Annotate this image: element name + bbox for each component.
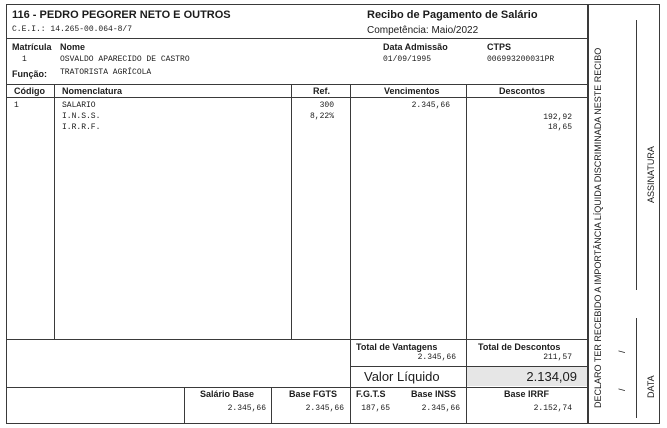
base-irrf-value: 2.152,74 [533,404,572,413]
col-descontos-header: Descontos [499,86,546,96]
company-name: 116 - PEDRO PEGORER NETO E OUTROS [12,9,231,21]
base-irrf-label: Base IRRF [504,389,550,399]
row-1-codigo: 1 [14,101,19,110]
row-1-ref: 300 [319,101,334,110]
ctps-value: 006993200031PR [487,55,555,64]
table-header-divider [6,97,588,98]
receipt-competencia: Competência: Maio/2022 [367,25,479,36]
matricula-value: 1 [22,55,27,64]
valor-liquido-value: 2.134,09 [526,369,577,384]
col-codigo-header: Código [14,86,45,96]
col-line-2 [291,84,292,339]
row-3-desc: 18,65 [547,123,572,132]
total-descontos-label: Total de Descontos [478,342,561,352]
col-line-1 [54,84,55,339]
fgts-label: F.G.T.S [356,389,386,399]
col-line-4 [466,84,467,387]
data-label: DATA [646,375,656,398]
total-descontos-value: 211,57 [543,353,572,362]
base-fgts-label: Base FGTS [289,389,338,399]
declaration-text: DECLARO TER RECEBIDO A IMPORTÂNCIA LÍQUIDA DISCRIMINADA NESTE RECIBO [593,47,603,408]
nome-label: Nome [60,42,86,52]
row-2-ref: 8,22% [309,112,334,121]
nome-value: OSVALDO APARECIDO DE CASTRO [60,55,190,64]
bases-col-4 [466,387,467,424]
row-3-nome: I.R.R.F. [62,123,101,132]
col-nomenclatura-header: Nomenclatura [62,86,123,96]
col-line-3 [350,84,351,387]
totals-top-divider [6,339,588,340]
signature-line [636,20,637,290]
date-line [636,318,637,418]
admissao-value: 01/09/1995 [383,55,432,64]
row-1-venc: 2.345,66 [411,101,450,110]
info-divider [6,84,588,85]
row-1-nome: SALARIO [62,101,96,110]
funcao-value: TRATORISTA AGRÍCOLA [60,68,152,77]
bases-col-1 [184,387,185,424]
receipt-title: Recibo de Pagamento de Salário [367,9,538,21]
bases-top-divider [6,387,588,388]
valor-liquido-label: Valor Líquido [364,369,440,384]
base-inss-label: Base INSS [411,389,457,399]
company-cei: C.E.I.: 14.265-00.064-8/7 [12,25,133,34]
ctps-label: CTPS [487,42,512,52]
col-ref-header: Ref. [313,86,331,96]
matricula-label: Matrícula [12,42,52,52]
admissao-label: Data Admissão [383,42,448,52]
header-divider [6,38,588,39]
col-vencimentos-header: Vencimentos [384,86,440,96]
assinatura-label: ASSINATURA [646,146,656,203]
salario-base-value: 2.345,66 [227,404,266,413]
fgts-value: 187,65 [361,404,390,413]
row-2-nome: I.N.S.S. [62,112,101,121]
row-2-desc: 192,92 [543,113,572,122]
total-vantagens-value: 2.345,66 [417,353,456,362]
base-fgts-value: 2.345,66 [305,404,344,413]
salario-base-label: Salário Base [200,389,255,399]
date-slash-1: / [617,350,627,353]
bases-col-2 [271,387,272,424]
funcao-label: Função: [12,69,47,79]
total-vantagens-label: Total de Vantagens [356,342,438,352]
date-slash-2: / [617,388,627,391]
base-inss-value: 2.345,66 [421,404,460,413]
